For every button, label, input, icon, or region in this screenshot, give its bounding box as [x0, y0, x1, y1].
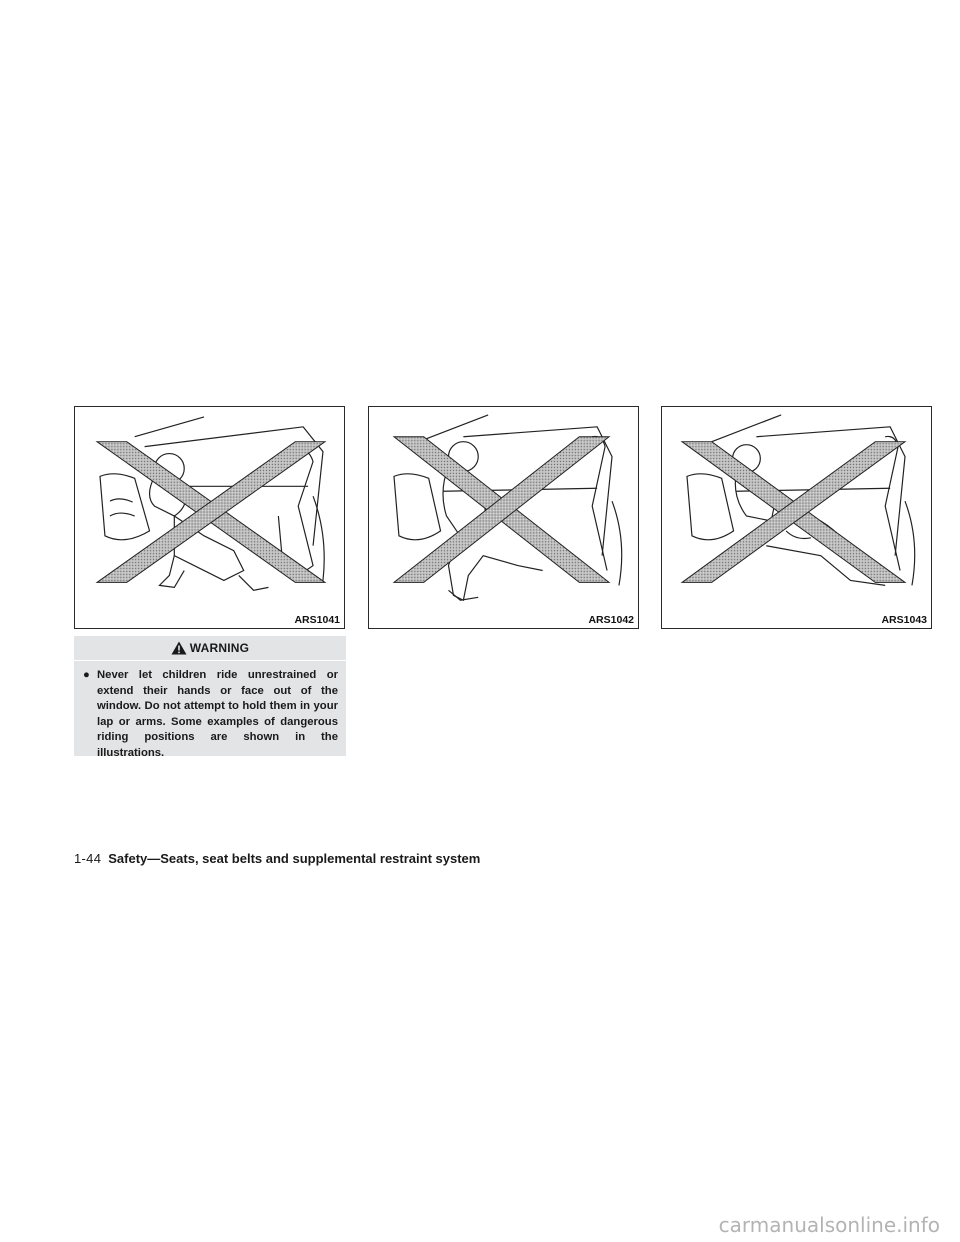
illustration-ars1043: [661, 406, 932, 629]
warning-bullet-item: [74, 661, 346, 761]
figure-code: ARS1042: [588, 614, 634, 626]
warning-header: [74, 636, 346, 661]
warning-text: Never let children ride unrestrained or extend their hands or face out of the window. Do not attempt to hold them in your lap or arms. Some examples of dangerous riding positions are shown in the illustrations.: [97, 669, 338, 759]
figure-code: ARS1043: [881, 614, 927, 626]
page-footer: [74, 851, 480, 866]
watermark: carmanualsonline.info: [718, 1213, 940, 1237]
illustration-ars1042: [368, 406, 639, 629]
bullet-icon: ●: [83, 669, 90, 681]
figure-code: ARS1041: [294, 614, 340, 626]
child-leaning-forward-illustration: [75, 407, 344, 628]
child-on-lap-illustration: [662, 407, 931, 628]
child-standing-illustration: [369, 407, 638, 628]
warning-triangle-icon: [171, 641, 187, 655]
section-title: Safety—Seats, seat belts and supplemental restraint system: [108, 851, 481, 866]
warning-title: WARNING: [189, 641, 250, 655]
warning-box: [74, 636, 346, 759]
illustration-ars1041: [74, 406, 345, 629]
page-number: 1-44: [74, 851, 102, 866]
